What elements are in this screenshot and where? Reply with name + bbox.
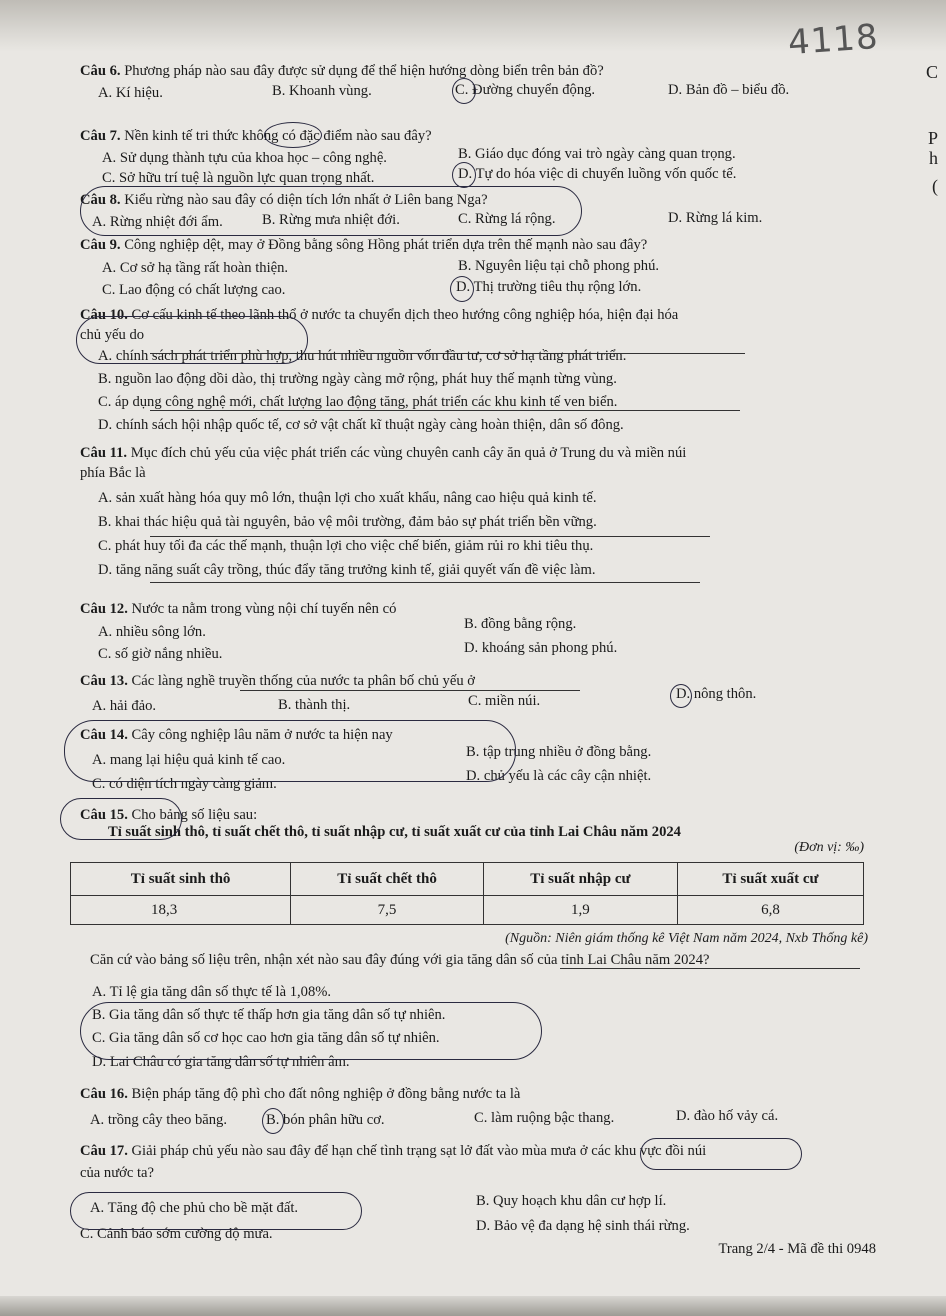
- q15-option-b: B. Gia tăng dân số thực tế thấp hơn gia tăng dân số tự nhiên.: [92, 1007, 446, 1023]
- pen-circle-mark: [80, 186, 582, 236]
- q10-option-c: C. áp dụng công nghệ mới, chất lượng lao động tăng, phát triển các khu kinh tế ven biển.: [98, 394, 618, 410]
- question-16-stem: Câu 16. Biện pháp tăng độ phì cho đất nông nghiệp ở đồng bằng nước ta là: [80, 1086, 521, 1102]
- q9-option-c: C. Lao động có chất lượng cao.: [102, 282, 286, 298]
- table-header-row: [71, 863, 864, 896]
- q15-option-d: D. Lai Châu có gia tăng dân số tự nhiên âm.: [92, 1054, 350, 1070]
- edge-mark: P: [927, 128, 938, 148]
- pen-circle-mark: [670, 684, 692, 708]
- question-17-stem-cont: của nước ta?: [80, 1165, 154, 1181]
- question-14-stem: Câu 14. Cây công nghiệp lâu năm ở nước ta hiện nay: [80, 727, 393, 743]
- q8-option-d: D. Rừng lá kim.: [668, 210, 763, 226]
- table-cell: 18,3: [71, 896, 291, 925]
- table-title: Tỉ suất sinh thô, tỉ suất chết thô, tỉ suất nhập cư, tỉ suất xuất cư của tỉnh Lai Châu năm 2024: [108, 824, 681, 840]
- question-15-prompt: Căn cứ vào bảng số liệu trên, nhận xét nào sau đây đúng với gia tăng dân số của tỉnh Lai Châu năm 2024?: [90, 952, 710, 968]
- q6-option-c: C. Đường chuyển động.: [455, 82, 596, 98]
- pen-circle-mark: [80, 1002, 542, 1060]
- q13-option-a: A. hải đảo.: [92, 698, 157, 714]
- q14-option-b: B. tập trung nhiều ở đồng bằng.: [466, 744, 652, 760]
- pen-circle-mark: [452, 78, 476, 104]
- q17-option-d: D. Bảo vệ đa dạng hệ sinh thái rừng.: [476, 1218, 690, 1234]
- question-10-stem-cont: chủ yếu do: [80, 327, 145, 343]
- pen-circle-mark: [264, 122, 322, 148]
- q10-option-b: B. nguồn lao động dồi dào, thị trường ngày càng mở rộng, phát huy thế mạnh từng vùng.: [98, 371, 617, 387]
- table-unit: (Đơn vị: ‰): [794, 840, 864, 855]
- q12-option-c: C. số giờ nắng nhiều.: [98, 646, 223, 662]
- q6-option-b: B. Khoanh vùng.: [272, 83, 372, 99]
- q17-option-b: B. Quy hoạch khu dân cư hợp lí.: [476, 1193, 667, 1209]
- population-rate-table: [70, 862, 864, 925]
- table-header-cell: Tỉ suất chết thô: [291, 863, 484, 896]
- q16-option-b: B. bón phân hữu cơ.: [266, 1112, 385, 1128]
- pen-circle-mark: [452, 162, 476, 188]
- q15-option-a: A. Tỉ lệ gia tăng dân số thực tế là 1,08%.: [92, 984, 332, 1000]
- q14-option-c: C. có diện tích ngày càng giảm.: [92, 776, 277, 792]
- q16-option-d: D. đào hố vảy cá.: [676, 1108, 779, 1124]
- table-source: (Nguồn: Niên giám thống kê Việt Nam năm 2024, Nxb Thống kê): [505, 931, 868, 946]
- pen-underline: [150, 582, 700, 583]
- q11-option-b: B. khai thác hiệu quả tài nguyên, bảo vệ môi trường, đảm bảo sự phát triển bền vững.: [98, 514, 597, 530]
- table-row: [71, 896, 864, 925]
- question-8-stem: Câu 8. Kiểu rừng nào sau đây có diện tích lớn nhất ở Liên bang Nga?: [80, 192, 488, 208]
- q13-option-b: B. thành thị.: [278, 697, 351, 713]
- q8-option-b: B. Rừng mưa nhiệt đới.: [262, 212, 400, 228]
- pen-circle-mark: [450, 276, 474, 302]
- pen-circle-mark: [64, 720, 516, 782]
- q7-option-c: C. Sở hữu trí tuệ là nguồn lực quan trọng nhất.: [102, 170, 375, 186]
- table-cell: 1,9: [483, 896, 677, 925]
- pen-circle-mark: [262, 1108, 284, 1134]
- table-cell: 6,8: [677, 896, 863, 925]
- q7-option-d: D. Tự do hóa việc di chuyển luồng vốn quốc tế.: [458, 166, 737, 182]
- q12-option-b: B. đồng bằng rộng.: [464, 616, 577, 632]
- q15-option-c: C. Gia tăng dân số cơ học cao hơn gia tăng dân số tự nhiên.: [92, 1030, 440, 1046]
- q12-option-a: A. nhiều sông lớn.: [98, 624, 206, 640]
- q14-option-a: A. mang lại hiệu quả kinh tế cao.: [92, 752, 286, 768]
- pen-underline: [150, 410, 740, 411]
- question-10-stem: Câu 10. Cơ cấu kinh tế theo lãnh thổ ở nước ta chuyển dịch theo hướng công nghiệp hóa, hiện đại hóa: [80, 307, 679, 323]
- edge-mark: C: [925, 62, 938, 82]
- pen-circle-mark: [70, 1192, 362, 1230]
- q9-option-d: D. Thị trường tiêu thụ rộng lớn.: [456, 279, 642, 295]
- q11-option-a: A. sản xuất hàng hóa quy mô lớn, thuận lợi cho xuất khẩu, nâng cao hiệu quả kinh tế.: [98, 490, 597, 506]
- table-header-cell: Tỉ suất nhập cư: [483, 863, 677, 896]
- pen-underline: [150, 353, 745, 354]
- q14-option-d: D. chủ yếu là các cây cận nhiệt.: [466, 768, 652, 784]
- pen-underline: [240, 690, 580, 691]
- question-11-stem-cont: phía Bắc là: [80, 465, 146, 481]
- q9-option-a: A. Cơ sở hạ tầng rất hoàn thiện.: [102, 260, 289, 276]
- pen-circle-mark: [76, 316, 308, 364]
- page-footer: Trang 2/4 - Mã đề thi 0948: [718, 1241, 876, 1257]
- table-cell: 7,5: [291, 896, 484, 925]
- q8-option-a: A. Rừng nhiệt đới ẩm.: [92, 214, 223, 230]
- q16-option-a: A. trồng cây theo băng.: [90, 1112, 227, 1128]
- q17-option-a: A. Tăng độ che phủ cho bề mặt đất.: [90, 1200, 299, 1216]
- question-17-stem: Câu 17. Giải pháp chủ yếu nào sau đây để hạn chế tình trạng sạt lở đất vào mùa mưa ở các khu vực đồi núi: [80, 1143, 707, 1159]
- pen-circle-mark: [640, 1138, 802, 1170]
- table-header-cell: Tỉ suất sinh thô: [71, 863, 291, 896]
- pen-underline: [560, 968, 860, 969]
- q16-option-c: C. làm ruộng bậc thang.: [474, 1110, 615, 1126]
- edge-mark: h: [929, 148, 938, 168]
- q10-option-a: A. chính sách phát triển phù hợp, thu hút nhiều nguồn vốn đầu tư, cơ sở hạ tầng phát triển.: [98, 348, 627, 364]
- q7-option-b: B. Giáo dục đóng vai trò ngày càng quan trọng.: [458, 146, 736, 162]
- question-15-stem: Câu 15. Cho bảng số liệu sau:: [80, 807, 258, 823]
- q17-option-c: C. Cảnh báo sớm cường độ mưa.: [80, 1226, 273, 1242]
- q11-option-c: C. phát huy tối đa các thế mạnh, thuận lợi cho việc chế biến, giảm rủi ro khi tiêu thụ.: [98, 538, 594, 554]
- q10-option-d: D. chính sách hội nhập quốc tế, cơ sở vật chất kĩ thuật ngày càng hoàn thiện, dân số đông.: [98, 417, 624, 433]
- table-header-cell: Tỉ suất xuất cư: [677, 863, 863, 896]
- q9-option-b: B. Nguyên liệu tại chỗ phong phú.: [458, 258, 660, 274]
- question-9-stem: Câu 9. Công nghiệp dệt, may ở Đồng bằng sông Hồng phát triển dựa trên thế mạnh nào sau đây?: [80, 237, 648, 253]
- q12-option-d: D. khoáng sản phong phú.: [464, 640, 618, 656]
- q6-option-a: A. Kí hiệu.: [98, 85, 163, 101]
- question-11-stem: Câu 11. Mục đích chủ yếu của việc phát triển các vùng chuyên canh cây ăn quả ở Trung du và miền núi: [80, 445, 687, 461]
- pen-underline: [150, 536, 710, 537]
- q7-option-a: A. Sử dụng thành tựu của khoa học – công nghệ.: [102, 150, 387, 166]
- question-13-stem: Câu 13. Các làng nghề truyền thống của nước ta phân bố chủ yếu ở: [80, 673, 475, 689]
- q13-option-c: C. miền núi.: [468, 693, 541, 709]
- q13-option-d: D. nông thôn.: [676, 686, 757, 702]
- question-6-stem: Câu 6. Phương pháp nào sau đây được sử dụng để thể hiện hướng dòng biển trên bản đồ?: [80, 63, 604, 79]
- q8-option-c: C. Rừng lá rộng.: [458, 211, 556, 227]
- handwritten-note: 4118: [786, 16, 880, 64]
- q11-option-d: D. tăng năng suất cây trồng, thúc đẩy tăng trưởng kinh tế, giải quyết vấn đề việc làm.: [98, 562, 596, 578]
- edge-mark: (: [932, 176, 938, 196]
- question-7-stem: Câu 7. Nền kinh tế tri thức không có đặc điểm nào sau đây?: [80, 128, 432, 144]
- pen-circle-mark: [60, 798, 182, 840]
- q6-option-d: D. Bản đồ – biểu đồ.: [668, 82, 790, 98]
- question-12-stem: Câu 12. Nước ta nằm trong vùng nội chí tuyến nên có: [80, 601, 397, 617]
- photo-bottom-edge: [0, 1296, 946, 1316]
